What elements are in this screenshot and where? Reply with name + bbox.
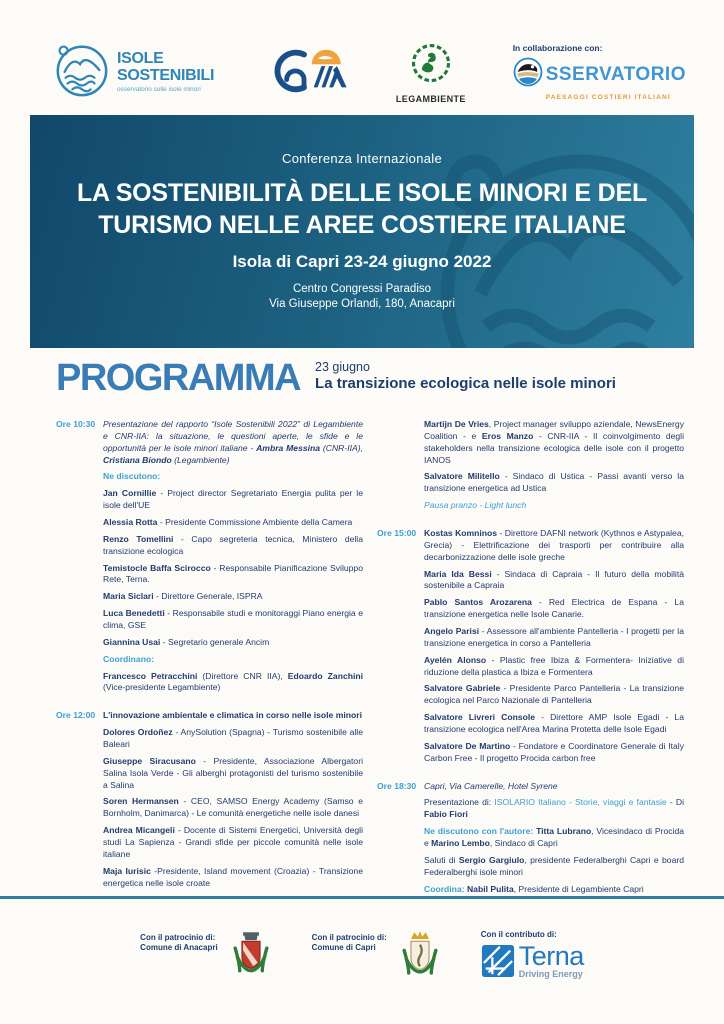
paragraph (103, 756, 363, 792)
text-segment: -Presidente, Island movement (Croazia) - Transizione energetica nelle isole croate (103, 865, 363, 888)
text-segment: - Sindaca di Capraia - Il futuro della mobilità sostenibile a Capraia (424, 568, 685, 591)
legambiente-label: LEGAMBIENTE (395, 93, 466, 104)
banner-address: Via Giuseppe Orlandi, 180, Anacapri (269, 298, 455, 310)
text-segment: Edoardo Zanchini (287, 670, 363, 681)
text-segment: Soren Hermansen (103, 796, 179, 807)
text-segment: Salvatore De Martino (424, 740, 511, 751)
banner-venue: Centro Congressi Paradiso (292, 283, 432, 295)
text-segment: Marino Lembo (431, 838, 490, 849)
paragraph (424, 683, 684, 707)
patronage2-heading: Con il patrocinio di: (311, 933, 387, 942)
program-title: PROGRAMMA (56, 357, 301, 399)
paragraph (424, 855, 684, 879)
patronage2-name: Comune di Capri (311, 943, 376, 953)
paragraph (424, 471, 684, 495)
paragraph (103, 825, 363, 861)
text-segment: - Docente di Sistemi Energetici, Università degli studi La Sapienza - Grandi sfide per piccole comunità nelle isole italiane (103, 825, 363, 859)
text-segment: Coordina: (424, 883, 467, 894)
paragraph (103, 471, 363, 483)
text-segment: - Direttore Generale, ISPRA (153, 591, 263, 602)
paragraph (424, 626, 684, 650)
text-segment: Titta Lubrano (536, 826, 592, 837)
entry-body (103, 419, 363, 699)
text-segment: - CEO, SAMSO Energy Academy (Samso e Bornholm, Danimarca) - Le comunità energetiche nelle isole danesi (103, 796, 363, 819)
text-segment: Alessia Rotta (103, 517, 158, 528)
text-segment: Maria Ida Bessi (424, 568, 492, 579)
paragraph (103, 591, 363, 603)
contribution-heading: Con il contributo di: (480, 930, 557, 939)
text-segment: - Presidente, Associazione Albergatori Salina Isola Verde - Gli alberghi protagonisti del turismo sostenibile a Salina (103, 755, 363, 790)
text-segment: Ambra Messina (256, 442, 321, 453)
banner-location-date: Isola di Capri 23-24 giugno 2022 (232, 252, 492, 271)
program-entry (56, 419, 363, 699)
terna-tagline: Driving Energy (518, 969, 583, 980)
text-segment: Capri, Via Camerelle, Hotel Syrene (424, 780, 558, 791)
text-segment: Nabil Pulita (466, 883, 514, 894)
isole-subtitle: osservatorio sulle isole minori (117, 85, 201, 93)
text-segment: - Sindaco di Ustica - Passi avanti verso la transizione energetica ad Ustica (424, 471, 684, 494)
text-segment: (Direttore CNR IIA), (197, 670, 288, 681)
text-segment: - Fondatore e Coordinatore Generale di Italy Carbon Free - Il progetto Procida carbon free (424, 740, 685, 763)
osservatorio-icon (513, 57, 543, 92)
patronage1-heading: Con il patrocinio di: (140, 933, 216, 942)
text-segment: (CNR-IIA), (320, 442, 363, 453)
osservatorio-logo (513, 43, 686, 101)
text-segment: Cristiana Biondo (103, 454, 172, 465)
paragraph (103, 637, 363, 649)
banner-title-line1: LA SOSTENIBILITÀ DELLE ISOLE MINORI E DEL (76, 179, 648, 207)
text-segment: Ayelén Alonso (424, 654, 487, 665)
paragraph (103, 796, 363, 820)
conference-banner (30, 115, 694, 348)
entry-time: Ore 10:30 (56, 419, 96, 429)
text-segment: Renzo Tomellini (103, 533, 174, 544)
text-segment: - Assessore all'ambiente Pantelleria - I progetti per la transizione energetica in corso a Pantelleria (424, 626, 684, 648)
paragraph (103, 517, 363, 529)
footer-logos (0, 930, 724, 987)
isole-title-line1: ISOLE (117, 50, 164, 68)
paragraph (103, 654, 363, 666)
text-segment: , Project manager sviluppo aziendale, NewsEnergy Coalition - e (424, 419, 684, 441)
paragraph (424, 597, 684, 621)
text-segment: Eros Manzo (481, 430, 534, 441)
entry-time: Ore 12:00 (56, 710, 96, 721)
text-segment: , Vicesindaco di Procida e (424, 826, 684, 849)
program-entry (377, 528, 684, 770)
paragraph (424, 528, 684, 564)
text-segment: Presentazione di: (424, 797, 495, 808)
text-segment: Ne discutono con l'autore: (424, 826, 537, 837)
paragraph (103, 727, 363, 751)
text-segment: - Di (666, 797, 684, 808)
text-segment: , Presidente di Legambiente Capri (513, 883, 644, 894)
paragraph (103, 563, 363, 587)
text-segment: Dolores Ordoñez (103, 727, 173, 738)
text-segment: - CNR-IIA - Il coinvolgimento degli stakeholders nella transizione ecologica delle isole con il progetto IANOS (424, 430, 685, 465)
text-segment: - Direttore DAFNI network (Kythnos e Astypalea, Grecia) - Elettrificazione dei trasporti per contribuire alla decarbonizzazione delle isole greche (424, 528, 685, 562)
program-header (56, 357, 684, 399)
paragraph (103, 671, 363, 695)
terna-wordmark: Terna (518, 941, 584, 971)
contribution-terna (481, 930, 584, 983)
legambiente-swan-icon (408, 41, 454, 92)
patronage1-name: Comune di Anacapri (140, 943, 218, 953)
entry-body (424, 781, 684, 901)
entry-time: Ore 15:00 (377, 528, 417, 539)
text-segment: Andrea Micangeli (103, 825, 175, 836)
osservatorio-subtitle: PAESAGGI COSTIERI ITALIANI (545, 94, 671, 101)
text-segment: Jan Cornillie (103, 488, 157, 499)
terna-icon (481, 944, 515, 983)
banner-title-line2: TURISMO NELLE AREE COSTIERE ITALIANE (98, 211, 626, 239)
entry-body (424, 528, 684, 770)
collab-heading: In collaborazione con: (512, 43, 603, 53)
program-subtitle: La transizione ecologica nelle isole minori (315, 375, 616, 393)
text-segment: - Responsabile Pianificazione Sviluppo Rete, Terna. (103, 562, 363, 585)
text-segment: ISOLARIO Italiano - Storie, viaggi e fantasie (494, 797, 667, 808)
isole-title-line2: SOSTENIBILI (117, 66, 215, 84)
text-segment: - Project director Segretariato Energia pulita per le isole dell'UE (103, 488, 363, 511)
program-entry (377, 419, 684, 517)
text-segment: , presidente Federalberghi Capri e board Federalberghi isole minori (424, 854, 684, 877)
paragraph (424, 500, 684, 512)
text-segment: Salvatore Livreri Console (424, 712, 536, 723)
text-segment: L'innovazione ambientale e climatica in corso nelle isole minori (103, 710, 362, 721)
text-segment: Saluti di (424, 854, 459, 865)
isole-sostenibili-icon (52, 41, 110, 104)
text-segment: Maria Siclari (103, 591, 154, 602)
text-segment: - Presidente Commissione Ambiente della Camera (157, 517, 353, 528)
patronage-anacapri (140, 930, 274, 987)
entry-time: Ore 18:30 (377, 780, 417, 791)
text-segment: Salvatore Gabriele (424, 683, 501, 694)
text-segment: Coordinano: (103, 653, 155, 664)
text-segment: - Presidente Parco Pantelleria - La transizione ecologica nel Parco Nazionale di Pantelleria (424, 683, 684, 706)
text-segment: Ne discutono: (103, 471, 161, 482)
paragraph (424, 826, 684, 850)
paragraph (424, 741, 684, 765)
paragraph (103, 419, 363, 466)
paragraph (424, 569, 684, 593)
text-segment: Martijn De Vries (424, 419, 489, 429)
program-column (377, 419, 684, 912)
text-segment: (Legambiente) (171, 454, 230, 465)
legambiente-logo (396, 41, 466, 104)
text-segment: - AnySolution (Spagna) - Turismo sostenibile alle Baleari (103, 727, 363, 750)
entry-time (377, 419, 424, 517)
paragraph (103, 534, 363, 558)
text-segment: Luca Benedetti (103, 608, 165, 619)
paragraph (103, 866, 363, 890)
text-segment: Presentazione del rapporto “Isole Sostenibili 2022” di Legambiente e CNR-IIA: la situazione, le questioni aperte, le sfide e le opportunità per le isole minori italiane - (103, 419, 363, 453)
paragraph (424, 655, 684, 679)
text-segment: Salvatore Militello (424, 471, 500, 482)
program-columns (56, 419, 684, 912)
entry-body (103, 710, 363, 894)
paragraph (424, 884, 684, 896)
text-segment: , Sindaco di Capri (489, 838, 558, 849)
isole-sostenibili-logo (52, 41, 214, 104)
paragraph (424, 797, 684, 821)
paragraph (103, 710, 363, 722)
text-segment: - Responsabile studi e monitoraggi Piano energia e clima, GSE (103, 608, 363, 631)
text-segment: - Direttore AMP Isole Egadi - La transizione ecologica nell'Area Marina Protetta delle Isole Egadi (424, 712, 684, 735)
capri-crest-icon (397, 930, 443, 987)
text-segment: - Red Electrica de Espana - La transizione energetica nelle Isole Canarie. (424, 597, 684, 620)
anacapri-crest-icon (228, 930, 274, 987)
isole-sostenibili-wordmark (117, 51, 214, 93)
text-segment: - Segretario generale Ancim (160, 636, 270, 647)
text-segment: Pausa pranzo - Light lunch (424, 500, 527, 511)
text-segment: Temistocle Baffa Scirocco (103, 562, 211, 573)
paragraph (424, 419, 684, 466)
text-segment: Giuseppe Siracusano (103, 755, 196, 766)
paragraph (424, 781, 684, 793)
text-segment: Maja Iurisic (103, 865, 151, 876)
text-segment: Angelo Parisi (424, 626, 480, 637)
program-column (56, 419, 363, 912)
program-day: 23 giugno (315, 360, 370, 374)
cnr-logo (261, 41, 349, 104)
text-segment: - Plastic free Ibiza & Formentera- Iniziative di riduzione della plastica a Ibiza e Formentera (424, 654, 684, 677)
program-entry (377, 781, 684, 901)
paragraph (424, 712, 684, 736)
text-segment: - Capo segreteria tecnica, Ministero della transizione ecologica (103, 533, 363, 556)
footer-divider (0, 896, 724, 899)
text-segment: Pablo Santos Arozarena (424, 597, 532, 608)
entry-body (424, 419, 684, 517)
text-segment: Fabio Fiori (424, 809, 468, 820)
paragraph (103, 488, 363, 512)
text-segment: (Vice-presidente Legambiente) (103, 682, 221, 693)
header-logos (52, 32, 686, 112)
paragraph (103, 608, 363, 632)
text-segment: Sergio Gargiulo (458, 854, 525, 865)
patronage-capri (312, 930, 443, 987)
banner-kicker: Conferenza Internazionale (282, 151, 442, 166)
text-segment: Kostas Komninos (424, 528, 498, 539)
program-entry (56, 710, 363, 894)
banner-title (30, 177, 694, 241)
text-segment: Giannina Usai (103, 636, 161, 647)
text-segment: Francesco Petracchini (103, 670, 198, 681)
osservatorio-wordmark: SSERVATORIO (545, 64, 686, 85)
